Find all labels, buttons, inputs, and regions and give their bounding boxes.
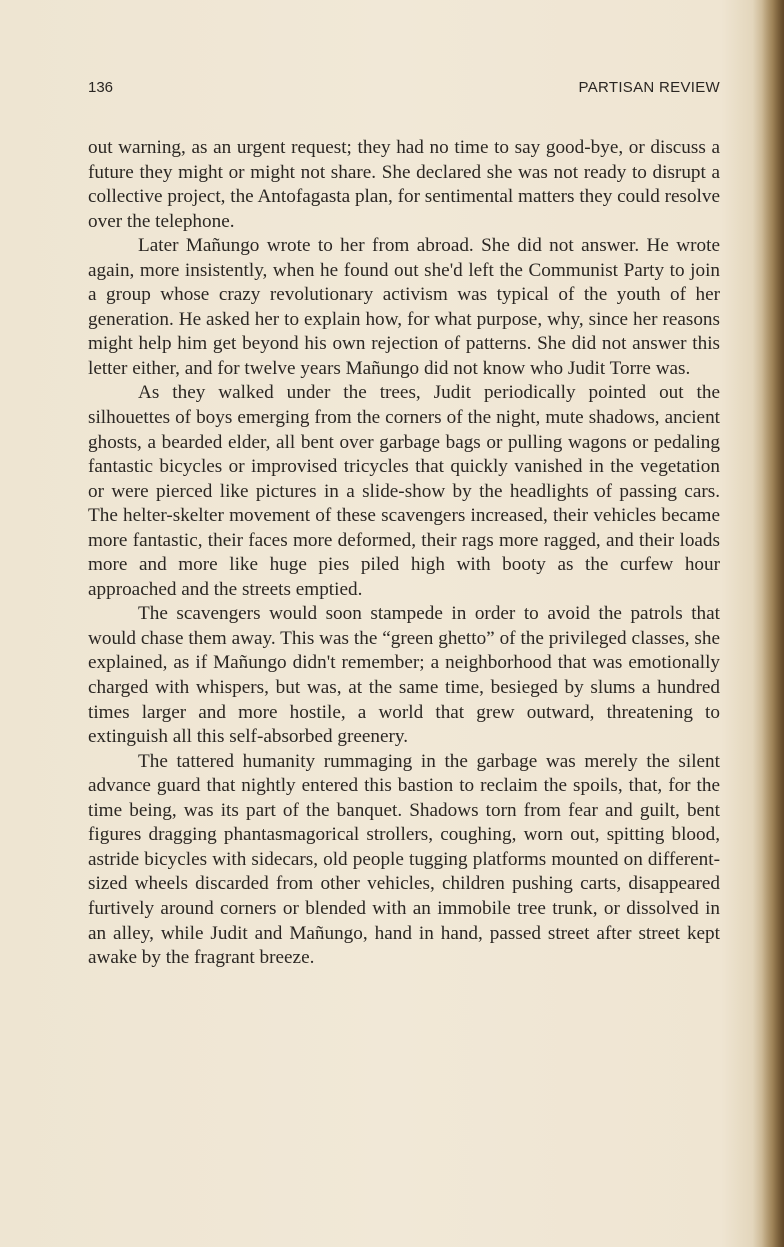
running-head: PARTISAN REVIEW bbox=[578, 79, 720, 96]
page-binding-edge bbox=[762, 0, 784, 1247]
paragraph: The scavengers would soon stampede in order to avoid the patrols that would chase them away. This was the “green ghetto” of the privileged classes, she explained, as if Mañungo didn't remember; a neighborhood that was emotionally charged with whispers, but was, at the same time, besieged by slums a hundred times larger and more hostile, a world that grew outward, threatening to extinguish all this self-absorbed greenery. bbox=[88, 603, 720, 748]
page-number: 136 bbox=[88, 79, 114, 96]
page-header bbox=[88, 79, 720, 101]
body-text bbox=[88, 136, 720, 971]
paragraph: The tattered humanity rummaging in the garbage was merely the silent advance guard that nightly entered this bastion to reclaim the spoils, that, for the time being, was its part of the banquet. Shadows torn from fear and guilt, bent figures dragging phantasmagorical strollers, coughing, worn out, spitting blood, astride bicycles with sidecars, old people tugging platforms mounted on different-sized wheels discarded from other vehicles, children pushing carts, disappeared furtively around corners or blended with an immobile tree trunk, or dissolved in an alley, while Judit and Mañungo, hand in hand, passed street after street kept awake by the fragrant breeze. bbox=[88, 750, 720, 969]
paragraph: out warning, as an urgent request; they had no time to say good-bye, or discuss a future they might or might not share. She declared she was not ready to disrupt a collective project, the Antofagasta plan, for sentimental matters they could resolve over the telephone. bbox=[88, 137, 720, 232]
paragraph: Later Mañungo wrote to her from abroad. She did not answer. He wrote again, more insistently, when he found out she'd left the Communist Party to join a group whose crazy revolutionary activism was typical of the youth of her generation. He asked her to explain how, for what purpose, why, since her reasons might help him get beyond his own rejection of patterns. She did not answer this letter either, and for twelve years Mañungo did not know who Judit Torre was. bbox=[88, 235, 720, 379]
paragraph: As they walked under the trees, Judit periodically pointed out the silhouettes of boys emerging from the corners of the night, mute shadows, ancient ghosts, a bearded elder, all bent over garbage bags or pulling wagons or pedaling fantastic bicycles or improvised tricycles that quickly vanished in the vegetation or were pierced like pictures in a slide-show by the headlights of passing cars. The helter-skelter movement of these scavengers increased, their vehicles became more fantastic, their faces more deformed, their rags more ragged, and their loads more and more like huge pies piled high with booty as the curfew hour approached and the streets emptied. bbox=[88, 382, 720, 600]
